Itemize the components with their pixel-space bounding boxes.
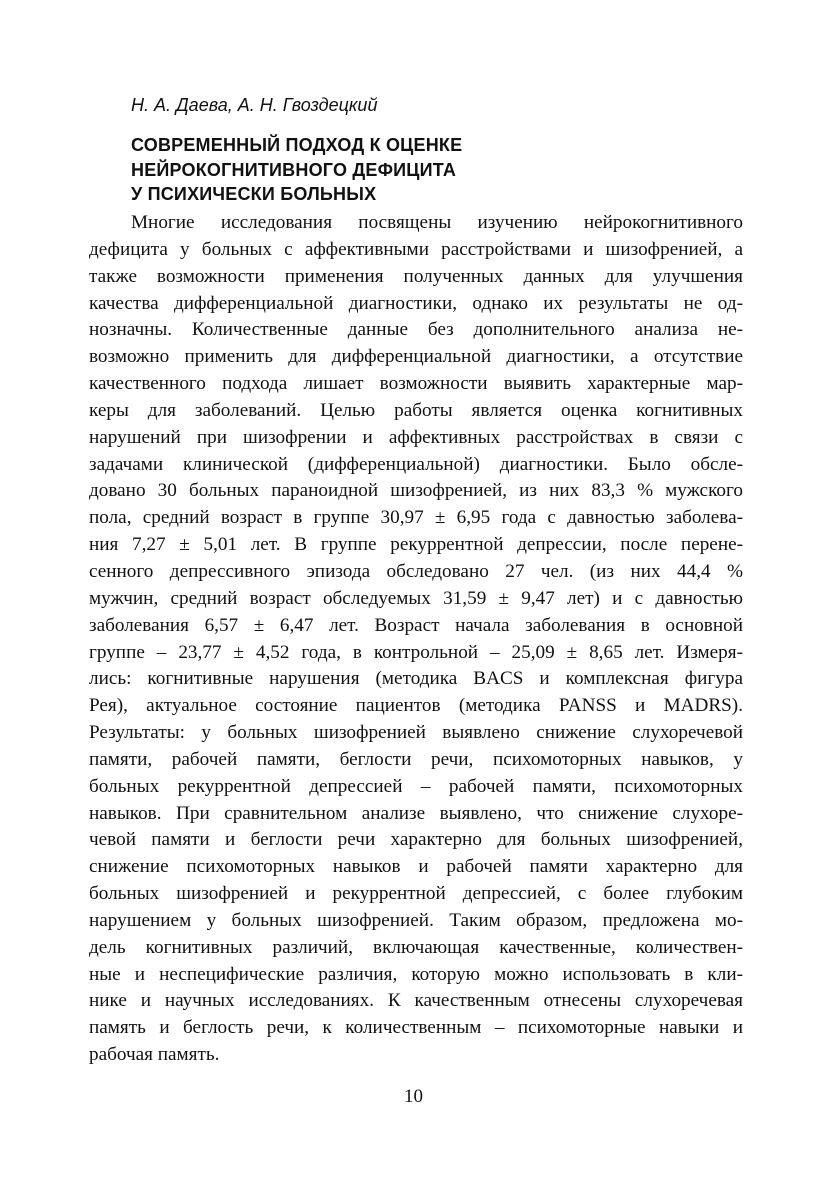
text-line: сенного депрессивного эпизода обследовано 27 чел. (из них 44,4 % xyxy=(89,560,743,582)
text-line: задачами клинической (дифференциальной) диагностики. Было обсле- xyxy=(89,453,743,475)
page-number: 10 xyxy=(404,1086,423,1107)
title-line: СОВРЕМЕННЫЙ ПОДХОД К ОЦЕНКЕ xyxy=(131,135,463,155)
text-line: памяти, рабочей памяти, беглости речи, психомоторных навыков, у xyxy=(89,748,743,770)
text-line: нозначны. Количественные данные без дополнительного анализа не- xyxy=(89,319,743,341)
text-line: дель когнитивных различий, включающая качественные, количествен- xyxy=(89,936,743,958)
title-line: У ПСИХИЧЕСКИ БОЛЬНЫХ xyxy=(131,184,377,204)
article-title xyxy=(131,133,462,207)
text-line: навыков. При сравнительном анализе выявлено, что снижение слухоре- xyxy=(89,802,743,824)
text-line: лись: когнитивные нарушения (методика BACS и комплексная фигура xyxy=(89,668,743,690)
text-line: группе – 23,77 ± 4,52 года, в контрольной – 25,09 ± 8,65 лет. Измеря- xyxy=(89,641,743,663)
text-line: рабочая память. xyxy=(89,1044,220,1066)
text-line: снижение психомоторных навыков и рабочей памяти характерно для xyxy=(89,856,743,878)
text-line: возможно применить для дифференциальной диагностики, а отсутствие xyxy=(89,346,743,368)
text-line: Результаты: у больных шизофренией выявлено снижение слухоречевой xyxy=(89,722,743,744)
text-line: дефицита у больных с аффективными расстройствами и шизофренией, а xyxy=(89,238,743,260)
text-line: довано 30 больных параноидной шизофренией, из них 83,3 % мужского xyxy=(89,480,743,502)
authors: Н. А. Даева, А. Н. Гвоздецкий xyxy=(131,95,378,115)
text-line: больных рекуррентной депрессией – рабочей памяти, психомоторных xyxy=(89,775,743,797)
text-line: качества дифференциальной диагностики, однако их результаты не од- xyxy=(89,292,743,314)
text-line: чевой памяти и беглости речи характерно для больных шизофренией, xyxy=(89,829,743,851)
text-line: нарушений при шизофрении и аффективных расстройствах в связи с xyxy=(89,426,743,448)
text-line: качественного подхода лишает возможности выявить характерные мар- xyxy=(89,373,743,395)
abstract-paragraph xyxy=(89,210,743,1069)
text-line: больных шизофренией и рекуррентной депрессией, с более глубоким xyxy=(89,883,743,905)
text-line: ния 7,27 ± 5,01 лет. В группе рекуррентной депрессии, после перене- xyxy=(89,534,743,556)
text-line: мужчин, средний возраст обследуемых 31,59 ± 9,47 лет) и с давностью xyxy=(89,587,743,609)
text-line: память и беглость речи, к количественным – психомоторные навыки и xyxy=(89,1017,743,1039)
text-line: керы для заболеваний. Целью работы является оценка когнитивных xyxy=(89,399,743,421)
text-line: нарушением у больных шизофренией. Таким образом, предложена мо- xyxy=(89,909,743,931)
text-line: пола, средний возраст в группе 30,97 ± 6,95 года с давностью заболева- xyxy=(89,507,743,529)
title-line: НЕЙРОКОГНИТИВНОГО ДЕФИЦИТА xyxy=(131,159,457,180)
text-line: Рея), актуальное состояние пациентов (методика PANSS и MADRS). xyxy=(89,695,743,717)
text-line: заболевания 6,57 ± 6,47 лет. Возраст начала заболевания в основной xyxy=(89,614,743,636)
text-line: ные и неспецифические различия, которую можно использовать в кли- xyxy=(89,963,743,985)
text-line: Многие исследования посвящены изучению нейрокогнитивного xyxy=(131,212,743,233)
text-line: нике и научных исследованиях. К качественным отнесены слухоречевая xyxy=(89,990,743,1012)
text-line: также возможности применения полученных данных для улучшения xyxy=(89,265,743,287)
